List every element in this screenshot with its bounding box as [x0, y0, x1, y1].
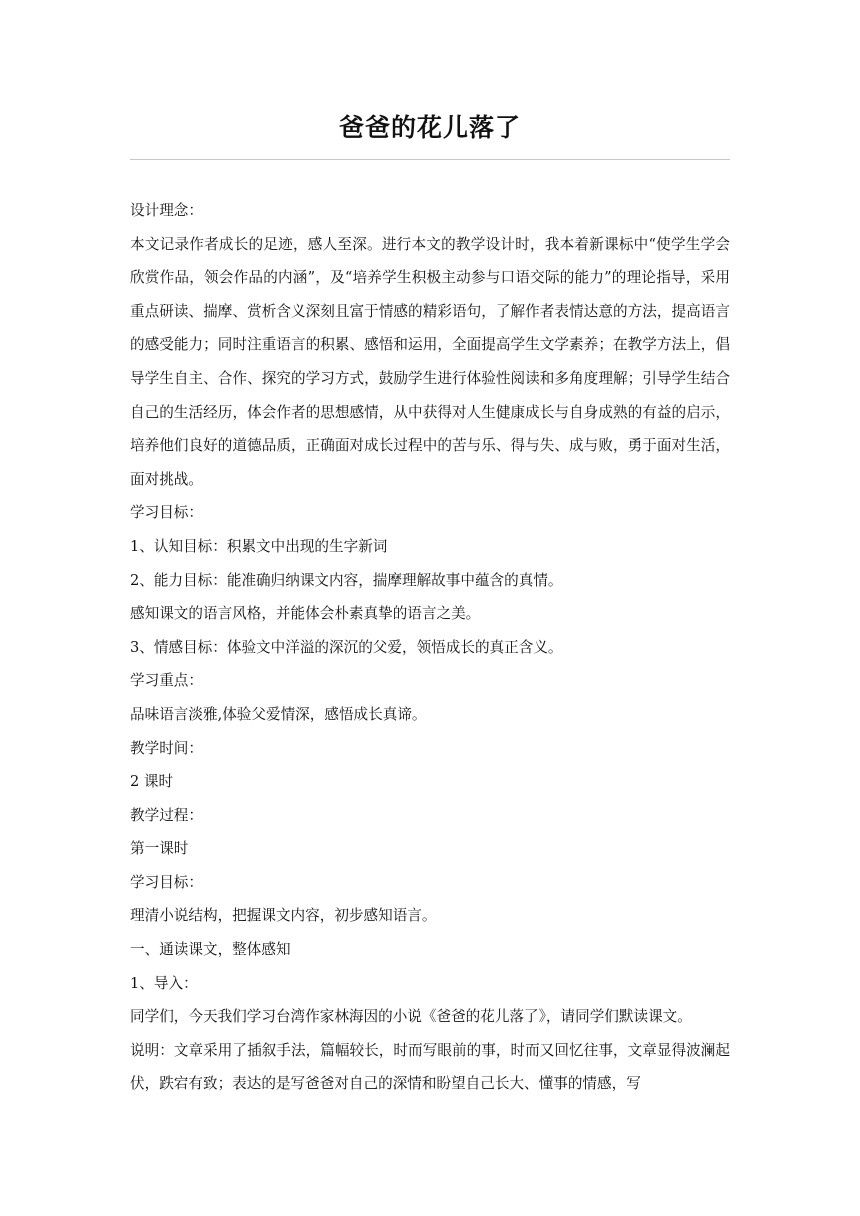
- learning-focus-text: 品味语言淡雅,体验父爱情深，感悟成长真谛。: [130, 705, 427, 723]
- section-one-heading: 一、通读课文，整体感知: [130, 941, 291, 959]
- intro-label: 1、导入：: [130, 974, 198, 992]
- heading-lesson-goals: 学习目标：: [130, 873, 203, 891]
- heading-learning-goals: 学习目标：: [130, 504, 203, 522]
- lesson-goals-text: 理清小说结构，把握课文内容，初步感知语言。: [130, 907, 437, 925]
- teaching-time-text: 2 课时: [130, 773, 174, 791]
- heading-teaching-process: 教学过程：: [130, 806, 203, 824]
- document-title: 爸爸的花儿落了: [338, 113, 521, 142]
- heading-learning-focus: 学习重点：: [130, 672, 203, 690]
- design-concept-text: 本文记录作者成长的足迹，感人至深。进行本文的教学设计时，我本着新课标中“使学生学会欣赏作品，领会作品的内涵”，及“培养学生积极主动参与口语交际的能力”的理论指导，采用重点研读、揣摩、赏析含义深刻且富于情感的精彩语句，了解作者表情达意的方法，提高语言的感受能力；同时注重语言的积累、感悟和运用，全面提高学生文学素养；在教学方法上，倡导学生自主、合作、探究的学习方式，鼓励学生进行体验性阅读和多角度理解；引导学生结合自己的生活经历，体会作者的思想感情，从中获得对人生健康成长与自身成熟的有益的启示，培养他们良好的道德品质，正确面对成长过程中的苦与乐、得与失、成与败，勇于面对生活，面对挑战。: [130, 235, 730, 488]
- goal-ability-continued: 感知课文的语言风格，并能体会朴素真挚的语言之美。: [130, 605, 481, 623]
- goal-ability: 2、能力目标：能准确归纳课文内容，揣摩理解故事中蕴含的真情。: [130, 571, 563, 589]
- title-divider: [130, 159, 730, 160]
- lesson-one-label: 第一课时: [130, 840, 189, 858]
- explanation-text: 说明：文章采用了插叙手法，篇幅较长，时而写眼前的事，时而又回忆往事，文章显得波澜起伏，跌宕有致；表达的是写爸爸对自己的深情和盼望自己长大、懂事的情感，写: [130, 1041, 730, 1093]
- document-body: [130, 194, 730, 1101]
- heading-design-concept: 设计理念：: [130, 202, 203, 219]
- heading-teaching-time: 教学时间：: [130, 739, 203, 757]
- goal-emotion: 3、情感目标：体验文中洋溢的深沉的父爱，领悟成长的真正含义。: [130, 638, 563, 656]
- goal-cognitive: 1、认知目标：积累文中出现的生字新词: [130, 537, 388, 555]
- intro-text: 同学们，今天我们学习台湾作家林海因的小说《爸爸的花儿落了》，请同学们默读课文。: [130, 1008, 692, 1026]
